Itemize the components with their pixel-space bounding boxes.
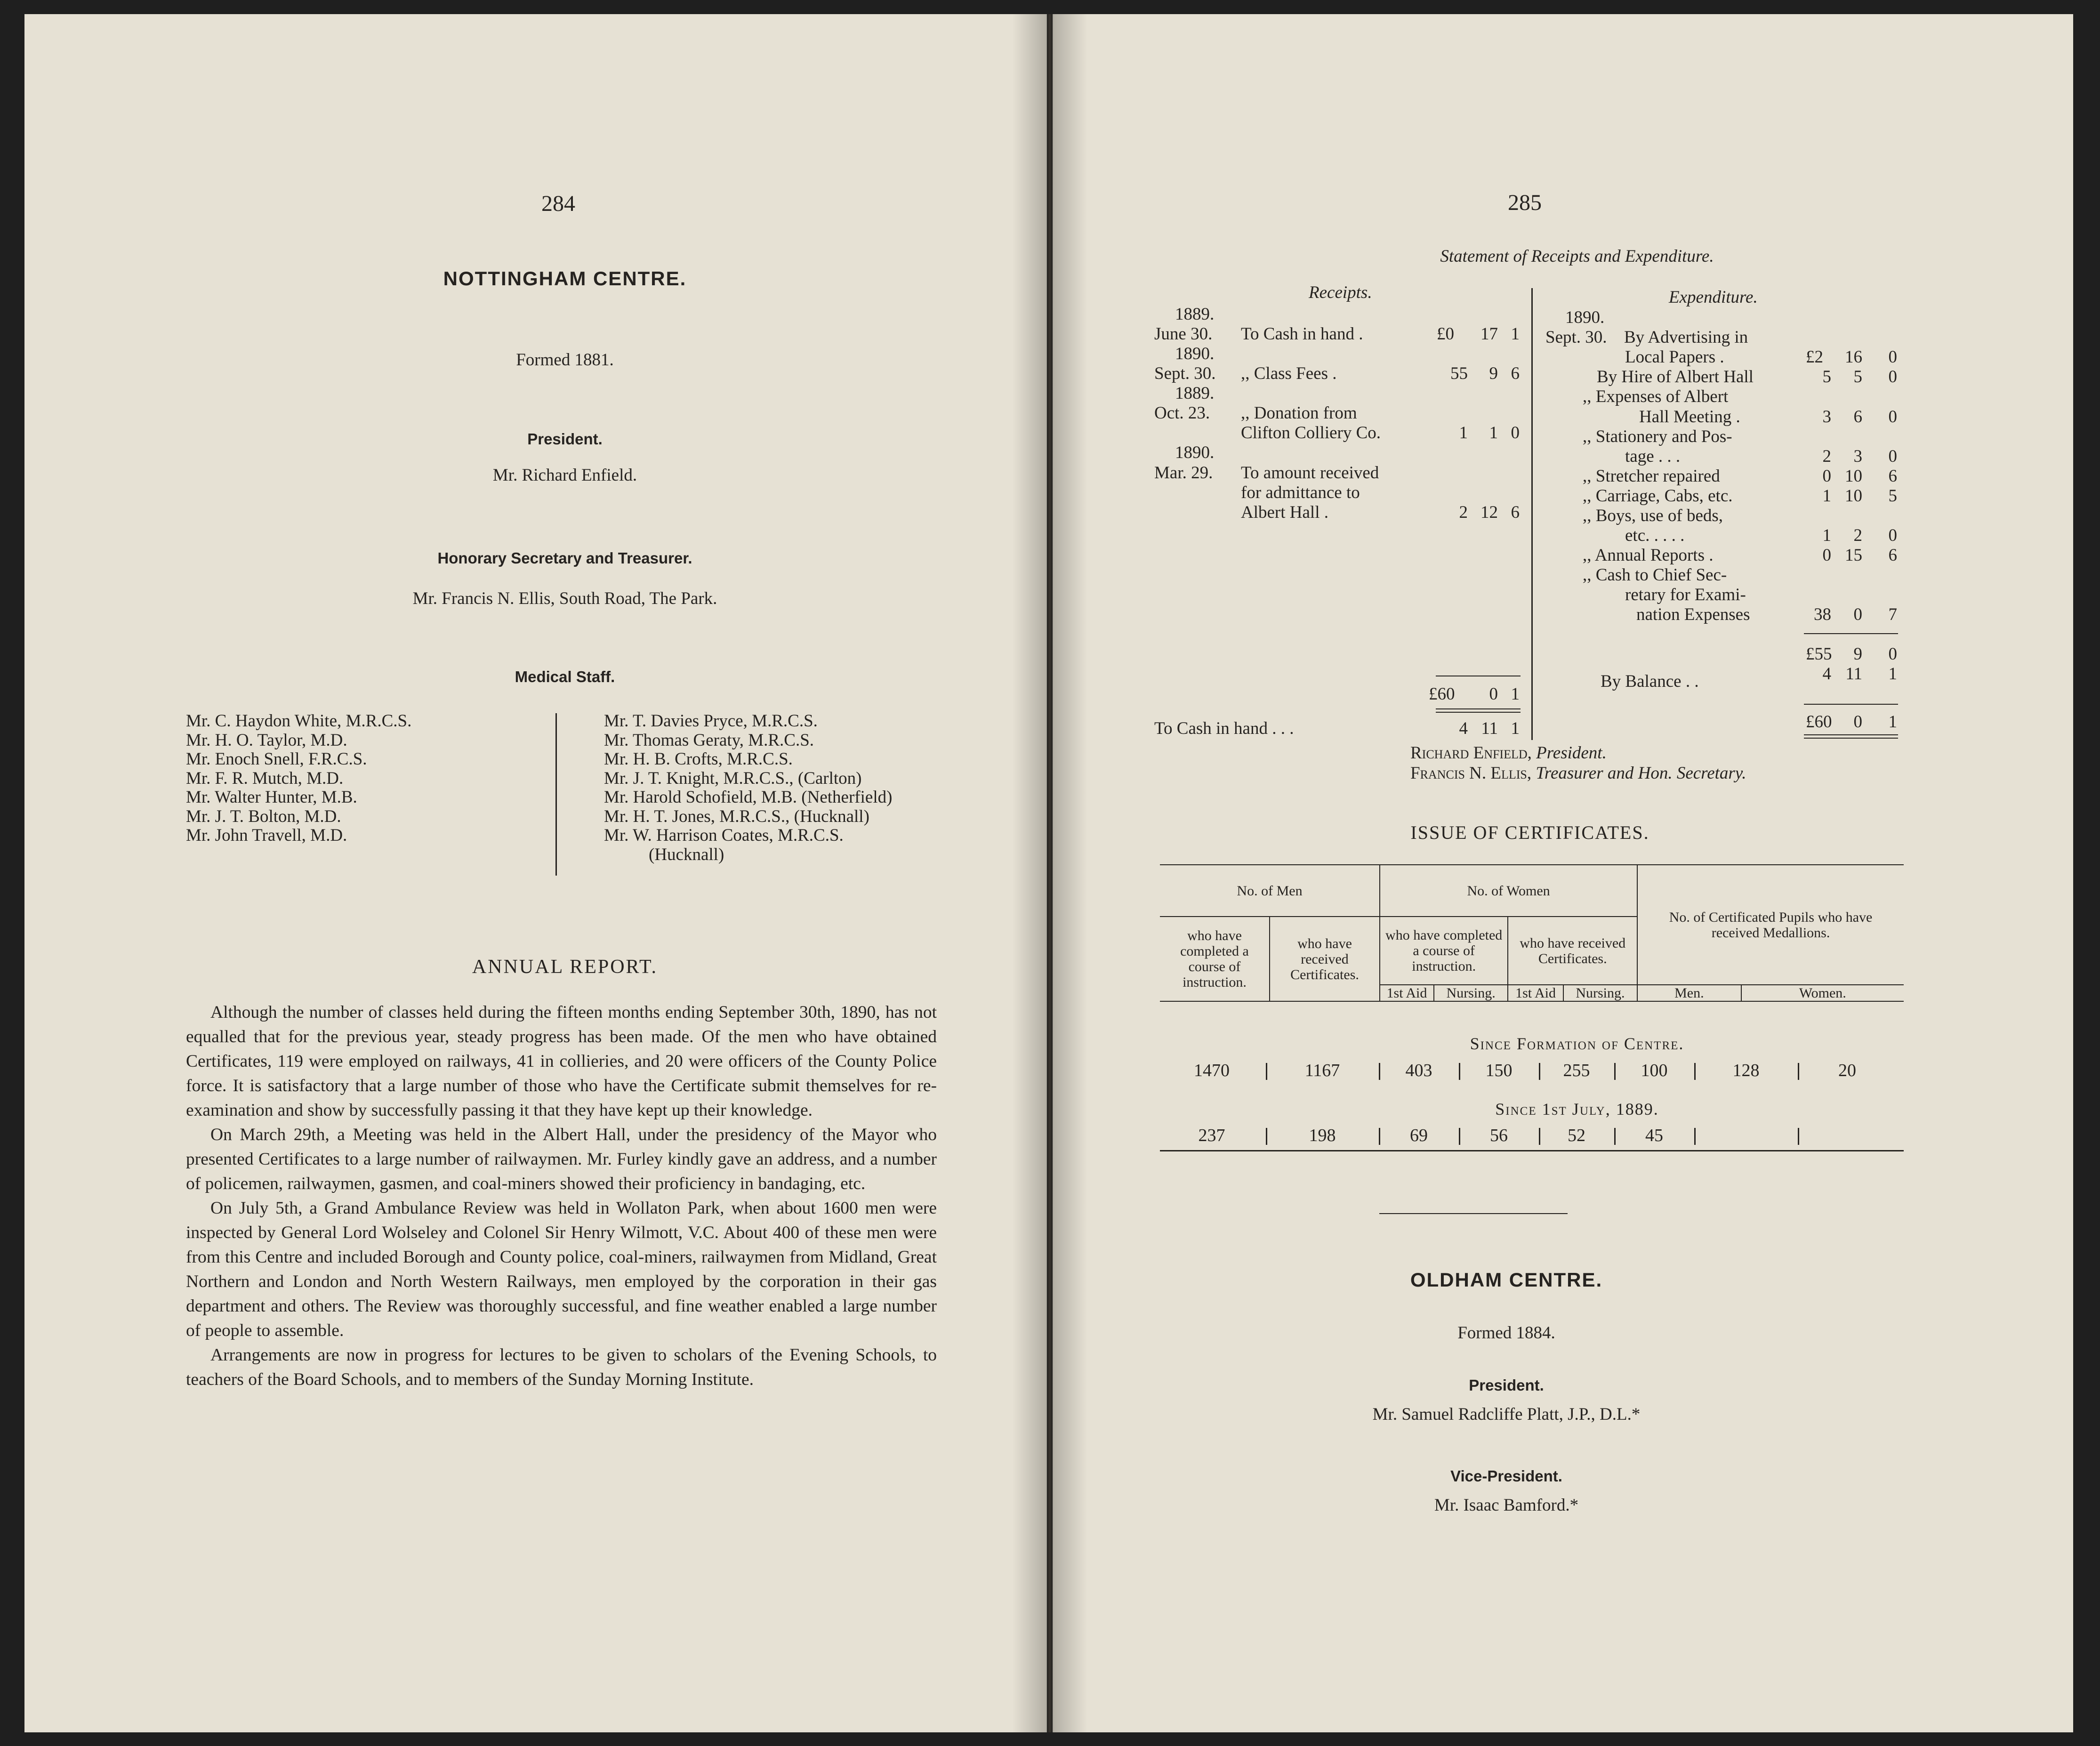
receipt-year: 1890. [1175, 344, 1215, 363]
secretary-name: Mr. Francis N. Ellis, South Road, The Park. [412, 589, 717, 608]
receipt-shillings: 9 [1489, 364, 1498, 383]
receipt-text: Albert Hall . [1241, 503, 1328, 522]
receipts-double-rule [1436, 708, 1521, 709]
expense-text: ,, Carriage, Cabs, etc. [1583, 486, 1733, 506]
cell-separator [1459, 1128, 1460, 1145]
expense-text: ,, Stationery and Pos- [1583, 427, 1732, 446]
expense-pence: 7 [1888, 605, 1897, 624]
table-cell: 198 [1309, 1126, 1336, 1145]
expense-pence: 6 [1888, 467, 1897, 486]
since-formation-label: Since Formation of Centre. [1470, 1034, 1684, 1053]
expense-text: ,, Boys, use of beds, [1583, 506, 1723, 525]
women-medallion-col-header: Women. [1741, 985, 1904, 1001]
staff-member: (Hucknall) [649, 845, 724, 864]
staff-member: Mr. F. R. Mutch, M.D. [186, 768, 344, 788]
cell-separator [1614, 1128, 1616, 1145]
staff-member: Mr. J. T. Knight, M.R.C.S., (Carlton) [604, 768, 862, 788]
receipt-text: for admittance to [1241, 483, 1360, 502]
expense-pounds: 3 [1822, 407, 1831, 426]
balance-pounds: 4 [1822, 664, 1831, 684]
receipt-text: To Cash in hand . [1241, 324, 1363, 344]
cash-in-hand-text: To Cash in hand . . . [1154, 719, 1294, 738]
signature-president [1410, 744, 1607, 763]
receipt-pounds: 55 [1450, 364, 1468, 383]
expense-pounds: 5 [1822, 367, 1831, 386]
table-cell: 237 [1198, 1126, 1225, 1145]
expense-text: nation Expenses [1636, 605, 1750, 624]
medical-staff-list-right [604, 712, 892, 864]
since-july-row [1160, 1125, 1904, 1148]
cash-in-hand-pounds: 4 [1459, 719, 1468, 738]
report-paragraph: Arrangements are now in progress for lectures to be given to scholars of the Evening Schools, to teachers of the Board Schools, and to members of the Sunday Morning Institute. [186, 1345, 937, 1389]
expenditure-subtotal-shillings: 9 [1853, 644, 1862, 664]
receipt-date: Sept. 30. [1154, 364, 1216, 383]
expense-pounds: 1 [1822, 486, 1831, 506]
table-cell: 150 [1485, 1061, 1513, 1080]
receipt-pounds: 2 [1459, 503, 1468, 522]
table-cell: 20 [1838, 1061, 1856, 1080]
cell-separator [1614, 1063, 1616, 1080]
expense-pounds: 0 [1822, 467, 1831, 486]
centre-title: NOTTINGHAM CENTRE. [443, 267, 687, 290]
receipt-pence: 1 [1511, 324, 1520, 344]
table-cell: 100 [1641, 1061, 1668, 1080]
signature-role: President. [1536, 743, 1607, 763]
cell-separator [1266, 1063, 1267, 1080]
table-cell: 128 [1732, 1061, 1760, 1080]
receipt-pence: 6 [1511, 503, 1520, 522]
receipt-pence: 6 [1511, 364, 1520, 383]
table-cell: 45 [1645, 1126, 1663, 1145]
expense-text: By Hire of Albert Hall [1597, 367, 1754, 386]
expense-pounds: £2 [1806, 347, 1823, 367]
oldham-title: OLDHAM CENTRE. [1410, 1269, 1603, 1291]
expenditure-total-shillings: 0 [1853, 712, 1862, 732]
medallions-header: No. of Certificated Pupils who have received Medallions. [1637, 865, 1904, 985]
signature-treasurer [1410, 764, 1746, 783]
receipts-total-shillings: 0 [1489, 684, 1498, 704]
expense-shillings: 2 [1853, 526, 1862, 545]
expense-shillings: 16 [1845, 347, 1862, 367]
table-header-row [1160, 865, 1904, 917]
annual-report-heading: ANNUAL REPORT. [472, 956, 658, 978]
cash-in-hand-pence: 1 [1511, 719, 1520, 738]
report-paragraph: On March 29th, a Meeting was held in the Albert Hall, under the presidency of the Mayor who presented Certificates to a large number of railwaymen. Mr. Furley kindly gave an address, and a number of policemen, railwaymen, gasmen, and coal-miners showed their proficiency in bandaging, etc. [186, 1125, 937, 1193]
staff-member: Mr. H. B. Crofts, M.R.C.S. [604, 749, 793, 769]
expense-text: By Advertising in [1624, 328, 1748, 347]
staff-member: Mr. H. T. Jones, M.R.C.S., (Hucknall) [604, 806, 869, 826]
book-spine [1012, 14, 1087, 1732]
president-name: Mr. Richard Enfield. [492, 466, 637, 485]
since-formation-row [1160, 1060, 1904, 1083]
receipt-shillings: 12 [1480, 503, 1498, 522]
secretary-heading: Honorary Secretary and Treasurer. [437, 549, 692, 567]
women-completed-header: who have completed a course of instruction. [1380, 917, 1508, 985]
expenditure-year: 1890. [1565, 308, 1605, 327]
table-cell: 255 [1563, 1061, 1590, 1080]
expense-shillings: 10 [1845, 467, 1862, 486]
men-certificates-header: who have received Certificates. [1270, 917, 1380, 1001]
cell-separator [1539, 1128, 1540, 1145]
table-cell: 56 [1490, 1126, 1508, 1145]
expense-shillings: 15 [1845, 546, 1862, 565]
report-paragraph: On July 5th, a Grand Ambulance Review was held in Wollaton Park, when about 1600 men were inspected by General Lord Wolseley and Colonel Sir Henry Wilmott, V.C. About 400 of these men were from this Centre and included Borough and County police, coal-miners, railwaymen from Midland, Great Northern and London and North Western Railways, men employed by the corporation in their gas department and others. The Review was thoroughly successful, and fine weather enabled a large number of people to assemble. [186, 1199, 937, 1340]
receipt-text: ,, Donation from [1241, 403, 1357, 423]
expense-pence: 5 [1888, 486, 1897, 506]
expense-text [1625, 348, 1724, 367]
women-certificates-header: who have received Certificates. [1508, 917, 1637, 985]
medical-staff-list-left [186, 712, 411, 845]
expenditure-total-pence: 1 [1888, 712, 1897, 732]
page-number-left: 284 [541, 191, 575, 216]
receipt-text: ,, Class Fees . [1241, 364, 1337, 383]
oldham-president-name: Mr. Samuel Radcliffe Platt, J.P., D.L.* [1372, 1405, 1641, 1424]
staff-member: Mr. T. Davies Pryce, M.R.C.S. [604, 711, 818, 731]
receipt-date: Mar. 29. [1154, 463, 1213, 483]
cash-in-hand-shillings: 11 [1481, 719, 1498, 738]
expenditure-double-rule [1804, 738, 1898, 739]
nursing-col-header: Nursing. [1434, 985, 1508, 1001]
receipt-text: To amount received [1241, 463, 1379, 483]
cell-separator [1459, 1063, 1460, 1080]
statement-title: Statement of Receipts and Expenditure. [1440, 247, 1714, 266]
cell-separator [1379, 1128, 1380, 1145]
expenditure-date: Sept. 30. [1545, 328, 1607, 347]
men-header: No. of Men [1160, 865, 1380, 917]
signature-role: Treasurer and Hon. Secretary. [1536, 764, 1746, 783]
receipt-pence: 0 [1511, 423, 1520, 443]
oldham-formed-date: Formed 1884. [1457, 1323, 1555, 1343]
section-divider [1379, 1213, 1568, 1214]
signature-name: Francis N. Ellis, [1410, 764, 1532, 783]
receipts-total-pence: 1 [1511, 684, 1520, 704]
expense-text: ,, Stretcher repaired [1583, 467, 1720, 486]
receipt-year: 1890. [1175, 443, 1215, 462]
expense-pence: 0 [1888, 347, 1897, 367]
receipts-heading: Receipts. [1309, 283, 1372, 302]
staff-member: Mr. Harold Schofield, M.B. (Netherfield) [604, 788, 893, 807]
report-paragraph: Although the number of classes held during the fifteen months ending September 30th, 1890, has not equalled that for the previous year, steady progress has been made. Of the men who have obtained Certificates, 119 were employed on railways, 41 in collieries, and 20 were officers of the County Police force. It is satisfactory that a large number of those who have the Certificate submit themselves for re-examination and show by successfully passing it that they have kept up their knowledge. [186, 1003, 937, 1120]
staff-member: Mr. Walter Hunter, M.B. [186, 788, 357, 807]
staff-member: Mr. Enoch Snell, F.R.C.S. [186, 749, 367, 769]
cell-separator [1798, 1128, 1799, 1145]
balance-text: By Balance . . [1601, 672, 1699, 691]
since-july-label: Since 1st July, 1889. [1495, 1100, 1659, 1118]
receipt-year: 1889. [1175, 305, 1215, 324]
page-number-right: 285 [1508, 190, 1542, 215]
table-cell: 1167 [1304, 1061, 1340, 1080]
first-aid-col-header: 1st Aid [1380, 985, 1434, 1001]
signature-name: Richard Enfield, [1410, 743, 1532, 763]
receipts-total-pounds: £60 [1429, 684, 1455, 704]
receipt-date: Oct. 23. [1154, 403, 1210, 423]
balance-pence: 1 [1888, 664, 1897, 684]
men-medallion-col-header: Men. [1637, 985, 1741, 1001]
receipts-double-rule [1436, 712, 1521, 713]
receipt-shillings: 1 [1489, 423, 1498, 443]
expense-shillings: 5 [1853, 367, 1862, 386]
receipt-pounds: 1 [1459, 423, 1468, 443]
table-cell: 403 [1405, 1061, 1432, 1080]
table-cell: 1470 [1194, 1061, 1230, 1080]
expense-pence: 0 [1888, 447, 1897, 466]
expense-pounds: 38 [1814, 605, 1831, 624]
balance-shillings: 11 [1845, 664, 1862, 684]
medical-staff-heading: Medical Staff. [515, 668, 615, 685]
expense-pounds: 2 [1822, 447, 1831, 466]
expense-shillings: 0 [1853, 605, 1862, 624]
cell-separator [1694, 1128, 1696, 1145]
expense-text-line: Local Papers . [1625, 347, 1724, 367]
receipt-date: June 30. [1154, 324, 1213, 344]
expense-pence: 0 [1888, 526, 1897, 545]
oldham-president-heading: President. [1469, 1376, 1544, 1394]
cell-separator [1539, 1063, 1540, 1080]
table-cell: 69 [1410, 1126, 1428, 1145]
cell-separator [1379, 1063, 1380, 1080]
cell-separator [1266, 1128, 1267, 1145]
expense-text: tage . . . [1625, 447, 1681, 466]
table-cell: 52 [1568, 1126, 1585, 1145]
expense-pence: 6 [1888, 546, 1897, 565]
expense-text: ,, Expenses of Albert [1583, 387, 1729, 406]
staff-member: Mr. W. Harrison Coates, M.R.C.S. [604, 826, 844, 845]
expenditure-subtotal-pounds: £55 [1806, 644, 1832, 664]
expenditure-subtotal-rule [1804, 633, 1898, 634]
staff-divider [555, 713, 557, 876]
women-header: No. of Women [1380, 865, 1637, 917]
expense-shillings: 3 [1853, 447, 1862, 466]
nursing-col-header: Nursing. [1563, 985, 1637, 1001]
expense-text: retary for Exami- [1625, 585, 1746, 604]
expense-pounds: 1 [1822, 526, 1831, 545]
cell-separator [1694, 1063, 1696, 1080]
staff-member: Mr. John Travell, M.D. [186, 826, 347, 845]
oldham-vice-president-name: Mr. Isaac Bamford.* [1434, 1496, 1579, 1515]
staff-member: Mr. H. O. Taylor, M.D. [186, 730, 347, 750]
staff-member: Mr. Thomas Geraty, M.R.C.S. [604, 730, 814, 750]
receipt-text: Clifton Colliery Co. [1241, 423, 1381, 443]
certificates-table [1160, 864, 1904, 1002]
cell-separator [1798, 1063, 1799, 1080]
president-heading: President. [527, 430, 603, 448]
receipt-shillings: 17 [1480, 324, 1498, 344]
annual-report-body [186, 1000, 937, 1392]
table-bottom-rule [1160, 1150, 1904, 1151]
expenditure-total-pounds: £60 [1806, 712, 1832, 732]
staff-member: Mr. J. T. Bolton, M.D. [186, 806, 341, 826]
expense-text: etc. . . . . [1625, 526, 1685, 545]
receipt-pounds: £0 [1437, 324, 1454, 344]
receipt-year: 1889. [1175, 384, 1215, 403]
oldham-vice-president-heading: Vice-President. [1450, 1467, 1562, 1485]
first-aid-col-header: 1st Aid [1508, 985, 1563, 1001]
expense-shillings: 6 [1853, 407, 1862, 426]
account-divider [1531, 288, 1533, 740]
expense-text: ,, Annual Reports . [1583, 546, 1714, 565]
expenditure-double-rule [1804, 734, 1898, 735]
expense-pence: 0 [1888, 407, 1897, 426]
men-completed-header: who have completed a course of instruction. [1160, 917, 1270, 1001]
formed-date: Formed 1881. [516, 350, 614, 370]
staff-member: Mr. C. Haydon White, M.R.C.S. [186, 711, 412, 731]
expenditure-heading: Expenditure. [1669, 288, 1758, 307]
expenditure-subtotal-pence: 0 [1888, 644, 1897, 664]
expenditure-total-rule [1804, 704, 1898, 705]
expense-pence: 0 [1888, 367, 1897, 386]
expense-text: ,, Cash to Chief Sec- [1583, 565, 1727, 585]
expense-pounds: 0 [1822, 546, 1831, 565]
certificates-heading: ISSUE OF CERTIFICATES. [1410, 822, 1649, 843]
expense-shillings: 10 [1845, 486, 1862, 506]
expense-text: Hall Meeting . [1639, 407, 1740, 426]
